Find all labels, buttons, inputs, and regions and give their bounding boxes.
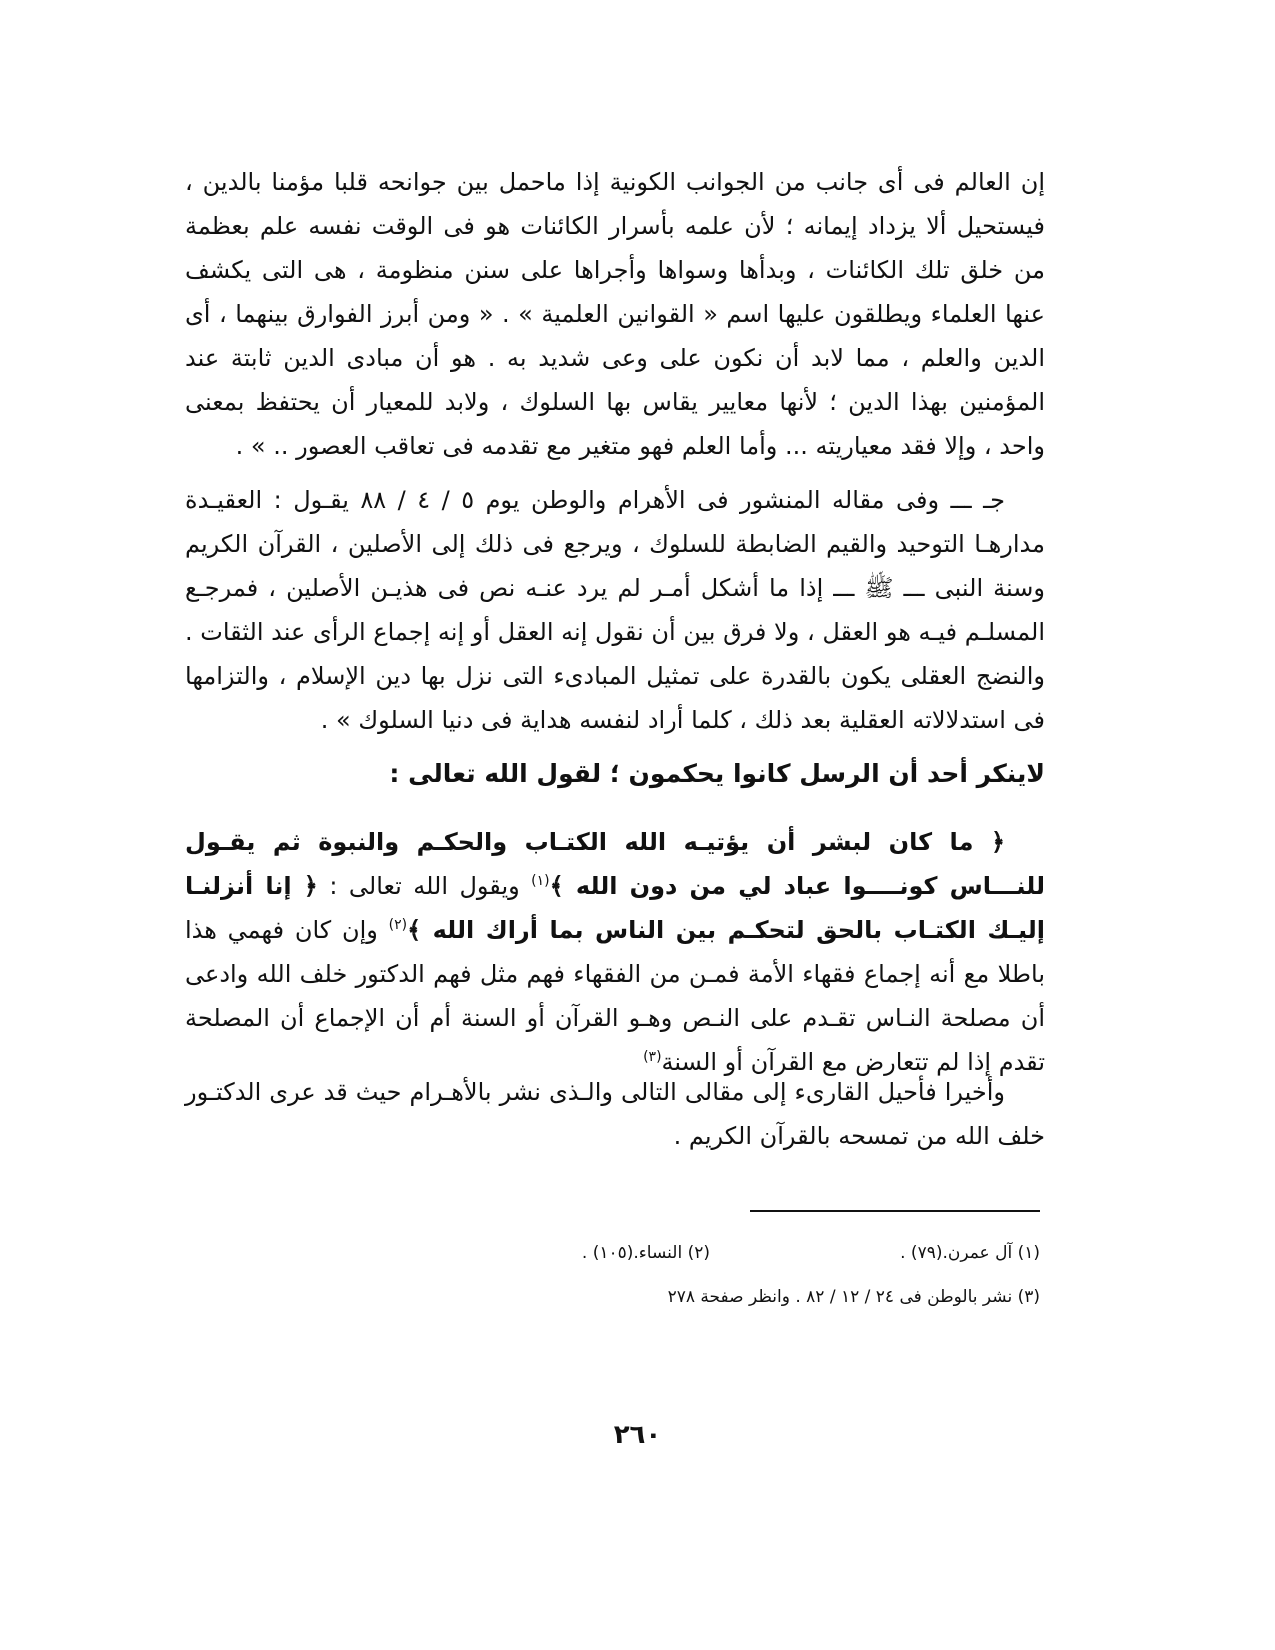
footnote-ref-1: (١) bbox=[531, 873, 550, 889]
footnote-3: (٣) نشر بالوطن فى ٢٤ / ١٢ / ٨٢ . وانظر صفحة ٢٧٨ bbox=[667, 1287, 1040, 1307]
quran-quote-1: ﴿ ما كان لبشر أن يؤتيـه الله الكتـاب والحكـم والنبوة ثم يقـول للنـــاس كونــــوا عباد لي من دون الله ﴾ bbox=[185, 828, 1046, 900]
page-number: ٢٦٠ bbox=[613, 1420, 662, 1450]
footnote-divider bbox=[750, 1210, 1040, 1212]
footnote-2: (٢) النساء.(١٠٥) . bbox=[581, 1243, 710, 1263]
footnote-ref-3: (٣) bbox=[643, 1049, 662, 1065]
paragraph-4-body: وإن كان فهمي هذا باطلا مع أنه إجماع فقهاء الأمة فمـن من الفقهاء فهم مثل فهم الدكتور خلف الله وادعى أن مصلحة النـاس تقـدم على النـص وهـو القرآن أو السنة أم أن الإجماع أن المصلحة تقدم إذا لم تتعارض مع القرآن أو السنة bbox=[185, 916, 1045, 1076]
quote-connector: ويقول الله تعالى : bbox=[317, 872, 532, 900]
footnote-1: (١) آل عمرن.(٧٩) . bbox=[900, 1243, 1040, 1263]
paragraph-4-quran-quotes bbox=[185, 820, 1045, 1084]
footnote-ref-2: (٢) bbox=[388, 917, 408, 933]
paragraph-5: وأخيرا فأحيل القارىء إلى مقالى التالى والـذى نشر بالأهـرام حيث قد عرى الدكتـور خلف الله من تمسحه بالقرآن الكريم . bbox=[185, 1078, 1045, 1150]
footnotes-row-1 bbox=[450, 1238, 1040, 1268]
paragraph-2: جـ ـــ وفى مقاله المنشور فى الأهرام والوطن يوم ٥ / ٤ / ٨٨ يقـول : العقيـدة مدارهـا التوحيد والقيم الضابطة للسلوك ، ويرجع فى ذلك إلى الأصلين ، القرآن الكريم وسنة النبى ـــ ﷺ ـــ إذا ما أشكل أمـر لم يرد عنـه نص فى هذيـن الأصلين ، فمرجـع المسلـم فيـه هو العقل ، ولا فرق بين أن نقول إنه العقل أو إنه إجماع الرأى عند الثقات . والنضج العقلى يكون بالقدرة على تمثيل المبادىء التى نزل بها دين الإسلام ، والتزامها فى استدلالاته العقلية بعد ذلك ، كلما أراد لنفسه هداية فى دنيا السلوك » . bbox=[185, 486, 1045, 734]
paragraph-3-heading: لاينكر أحد أن الرسل كانوا يحكمون ؛ لقول الله تعالى : bbox=[389, 759, 1045, 788]
quran-quote-2: ﴿ إنا أنزلنـا إليـك الكتـاب بالحق لتحكـم بين الناس بما أراك الله ﴾ bbox=[185, 872, 1045, 944]
paragraph-1: إن العالم فى أى جانب من الجوانب الكونية إذا ماحمل بين جوانحه قلبا مؤمنا بالدين ، فيستحيل ألا يزداد إيمانه ؛ لأن علمه بأسرار الكائنات هو فى الوقت نفسه علم بعظمة من خلق تلك الكائنات ، وبدأها وسواها وأجراها على سنن منظومة ، هى التى يكشف عنها العلماء ويطلقون عليها اسم « القوانين العلمية » . « ومن أبرز الفوارق بينهما ، أى الدين والعلم ، مما لابد أن نكون على وعى شديد به . هو أن مبادى الدين ثابتة عند المؤمنين بهذا الدين ؛ لأنها معايير يقاس بها السلوك ، ولابد للمعيار أن يحتفظ بمعنى واحد ، وإلا فقد معياريته ... وأما العلم فهو متغير مع تقدمه فى تعاقب العصور .. » . bbox=[185, 168, 1045, 460]
